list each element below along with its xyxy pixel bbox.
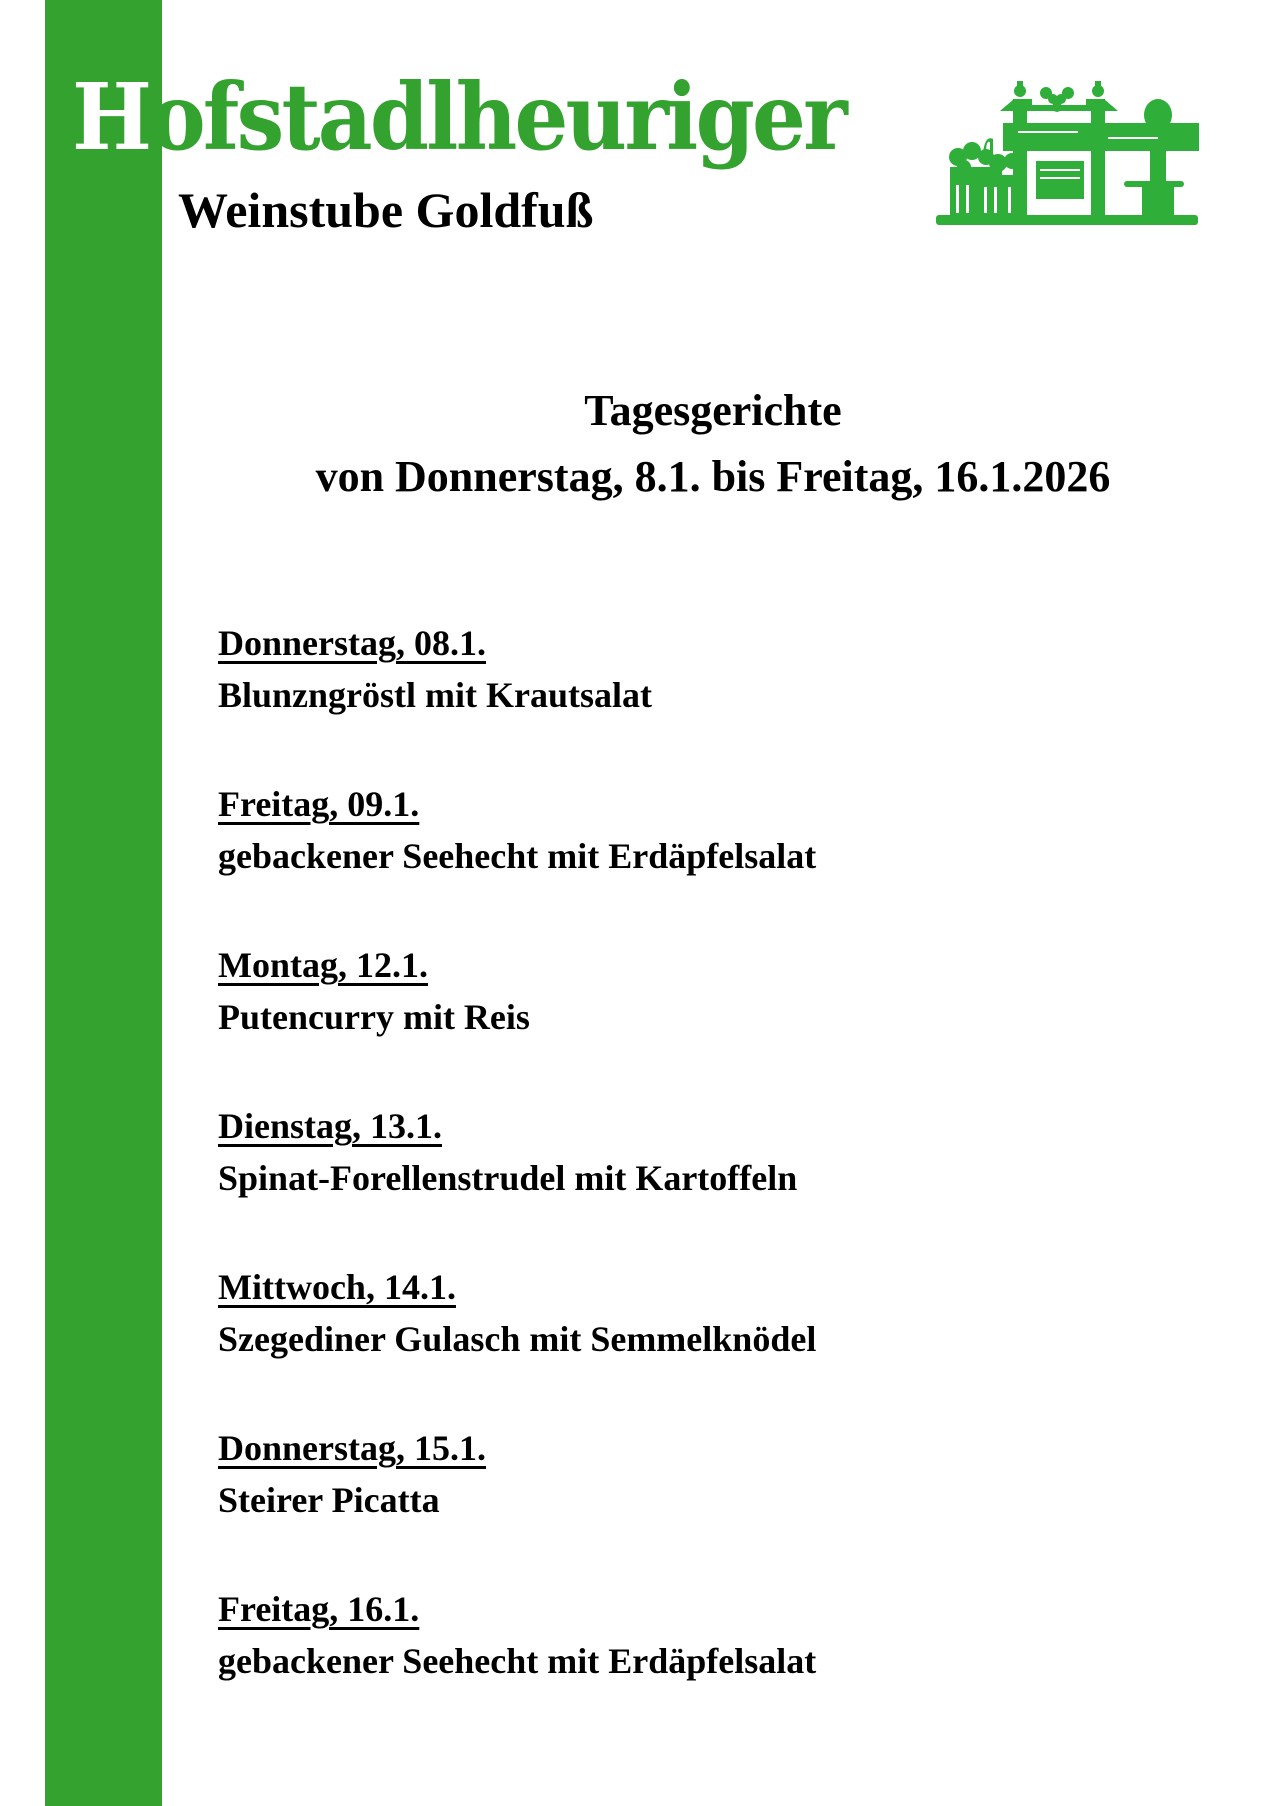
brand-title-initial: H — [72, 63, 150, 171]
menu-entry — [218, 1584, 816, 1745]
wine-press-icon — [928, 75, 1200, 231]
menu-dish: Blunzngröstl mit Krautsalat — [218, 675, 653, 715]
brand-title — [72, 62, 845, 172]
menu-dish: gebackener Seehecht mit Erdäpfelsalat — [218, 1641, 817, 1681]
menu-dish: Putencurry mit Reis — [218, 997, 530, 1037]
menu-dish: Steirer Picatta — [218, 1480, 440, 1520]
menu-day: Freitag, 16.1. — [218, 1589, 420, 1629]
menu-dish: Szegediner Gulasch mit Semmelknödel — [218, 1319, 817, 1359]
menu-entry — [218, 1101, 816, 1262]
heading-date-range: von Donnerstag, 8.1. bis Freitag, 16.1.2026 — [315, 452, 1111, 501]
daily-menu-list — [218, 618, 816, 1745]
menu-day: Freitag, 09.1. — [218, 784, 420, 824]
menu-day: Donnerstag, 15.1. — [218, 1428, 486, 1468]
menu-day: Montag, 12.1. — [218, 945, 428, 985]
menu-dish: Spinat-Forellenstrudel mit Kartoffeln — [218, 1158, 798, 1198]
menu-entry — [218, 618, 816, 779]
green-side-bar — [45, 0, 162, 1806]
brand-title-rest: ofstadlheuriger — [149, 63, 845, 171]
page-heading — [290, 378, 1136, 510]
menu-entry — [218, 1262, 816, 1423]
menu-day: Donnerstag, 08.1. — [218, 623, 486, 663]
heading-title: Tagesgerichte — [584, 386, 842, 435]
menu-dish: gebackener Seehecht mit Erdäpfelsalat — [218, 836, 817, 876]
menu-entry — [218, 779, 816, 940]
menu-entry — [218, 1423, 816, 1584]
menu-day: Dienstag, 13.1. — [218, 1106, 442, 1146]
brand-subtitle: Weinstube Goldfuß — [178, 182, 594, 238]
menu-entry — [218, 940, 816, 1101]
menu-day: Mittwoch, 14.1. — [218, 1267, 456, 1307]
